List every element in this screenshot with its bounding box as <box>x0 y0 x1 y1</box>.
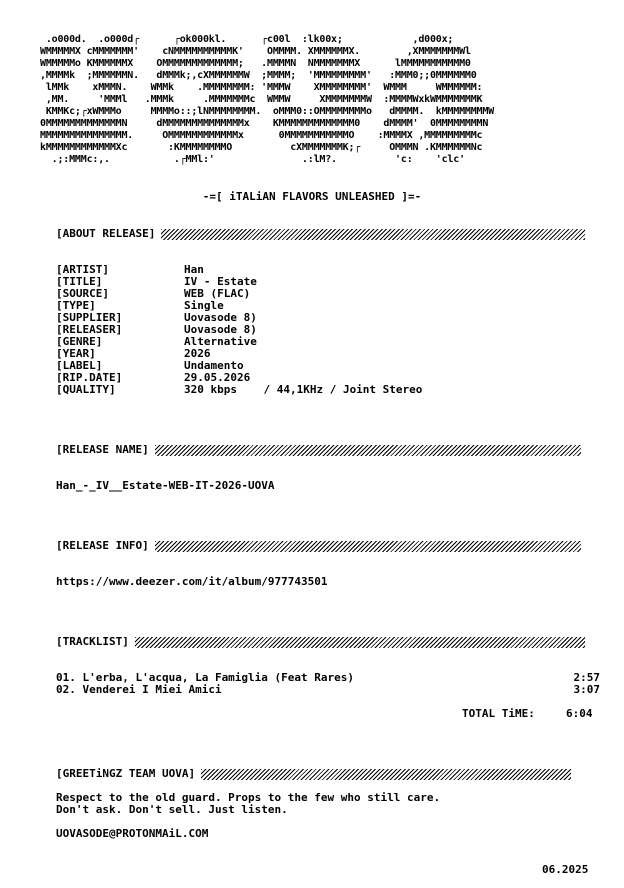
section-title-about: [ABOUT RELEASE] <box>56 227 156 240</box>
about-row-genre <box>56 336 422 348</box>
hatched-rule <box>155 541 581 552</box>
section-title-greetings: [GREETiNGZ TEAM UOVA] <box>56 767 196 780</box>
about-key: [RELEASER] <box>56 323 123 336</box>
tracklist <box>56 672 600 696</box>
about-row-source <box>56 288 422 300</box>
section-title-tracklist: [TRACKLIST] <box>56 635 129 648</box>
about-key: [LABEL] <box>56 359 103 372</box>
section-header-release-name <box>56 443 581 457</box>
about-value: Alternative <box>184 335 257 348</box>
track-duration: 2:57 <box>573 671 600 684</box>
track-row <box>56 684 600 696</box>
hatched-rule <box>135 637 585 648</box>
greetings-line: Don't ask. Don't sell. Just listen. <box>56 803 288 816</box>
about-row-quality <box>56 384 422 396</box>
about-value: Uovasode 8) <box>184 323 257 336</box>
contact-email[interactable]: UOVASODE@PROTONMAiL.COM <box>56 827 209 840</box>
ascii-logo: .o000d. .o000d┌ ┌ok000kl. ┌c00l :lk00x; ,d000x; WMMMMMX cMMMMMMM' cNMMMMMMMMMMK' OMMMM. XMMMMMMX. ,XMMMMMMMWl WMMMMMo KMMMMMMX OMMMMMMMMMMMMM; .MMMMN NMMMMMMMX lMMMMMMMMMMM0 ,MMMMk ;MMMMMMN. dMMMk;,cXMMMMMMW ;MMMM; 'MMMMMMMMM' :MMM0;;0MMMMMM0 lMMk xMMMN. WMMk .MMMMMMMM: 'MMMW XMMMMMMMM' WMMM WMMMMMM: ,MM. 'MMMl .MMMk .MMMMMMMc WMMW XMMMMMMMW :MMMMWxkWMMMMMMMK KMMKc;┌xWMMMo MMMMo::;lNMMMMMMMM. oMMM0::OMMMMMMMMo dMMMM. kMMMMMMMMW 0MMMMMMMMMMMMMN dMMMMMMMMMMMMMMx KMMMMMMMMMMMMM0 dMMMM' 0MMMMMMMMN MMMMMMMMMMMMMMM. OMMMMMMMMMMMMx 0MMMMMMMMMMMO :MMMMX ,MMMMMMMMMc kMMMMMMMMMMMMXc :KMMMMMMMMO cXMMMMMMMK;┌ OMMMN .KMMMMMMNc .;:MMMc:,. .┌MMl:' .:lM?. 'c: 'clc' <box>40 34 494 165</box>
tagline: -=[ iTALiAN FLAVORS UNLEASHED ]=- <box>202 190 422 203</box>
about-key: [TYPE] <box>56 299 96 312</box>
about-key: [QUALITY] <box>56 383 116 396</box>
about-key: [YEAR] <box>56 347 96 360</box>
release-url-link[interactable]: https://www.deezer.com/it/album/977743501 <box>56 575 328 588</box>
about-key: [TITLE] <box>56 275 103 288</box>
track-duration: 3:07 <box>573 683 600 696</box>
total-time-label: TOTAL TiME: <box>462 707 535 720</box>
section-header-release-info <box>56 539 581 553</box>
total-time-value: 6:04 <box>566 707 593 720</box>
about-list <box>56 264 422 396</box>
about-value: 29.05.2026 <box>184 371 251 384</box>
section-title-release-info: [RELEASE INFO] <box>56 539 149 552</box>
track-title: 01. L'erba, L'acqua, La Famiglia (Feat Rares) <box>56 671 355 684</box>
about-value: WEB (FLAC) <box>184 287 251 300</box>
hatched-rule <box>155 445 581 456</box>
about-key: [GENRE] <box>56 335 103 348</box>
footer-date: 06.2025 <box>542 863 589 876</box>
section-header-about <box>56 227 585 241</box>
about-value: 320 kbps / 44,1KHz / Joint Stereo <box>184 383 423 396</box>
about-key: [RIP.DATE] <box>56 371 123 384</box>
about-value: Undamento <box>184 359 244 372</box>
section-header-greetings <box>56 767 571 781</box>
hatched-rule <box>161 229 585 240</box>
about-value: 2026 <box>184 347 211 360</box>
track-title: 02. Venderei I Miei Amici <box>56 683 222 696</box>
greetings-line: Respect to the old guard. Props to the few who still care. <box>56 791 441 804</box>
release-name: Han_-_IV__Estate-WEB-IT-2026-UOVA <box>56 479 275 492</box>
section-header-tracklist <box>56 635 585 649</box>
about-value: Single <box>184 299 224 312</box>
about-value: IV - Estate <box>184 275 257 288</box>
about-key: [ARTIST] <box>56 263 109 276</box>
about-value: Han <box>184 263 204 276</box>
section-title-release-name: [RELEASE NAME] <box>56 443 149 456</box>
about-key: [SOURCE] <box>56 287 109 300</box>
hatched-rule <box>201 769 571 780</box>
about-key: [SUPPLIER] <box>56 311 123 324</box>
about-value: Uovasode 8) <box>184 311 257 324</box>
